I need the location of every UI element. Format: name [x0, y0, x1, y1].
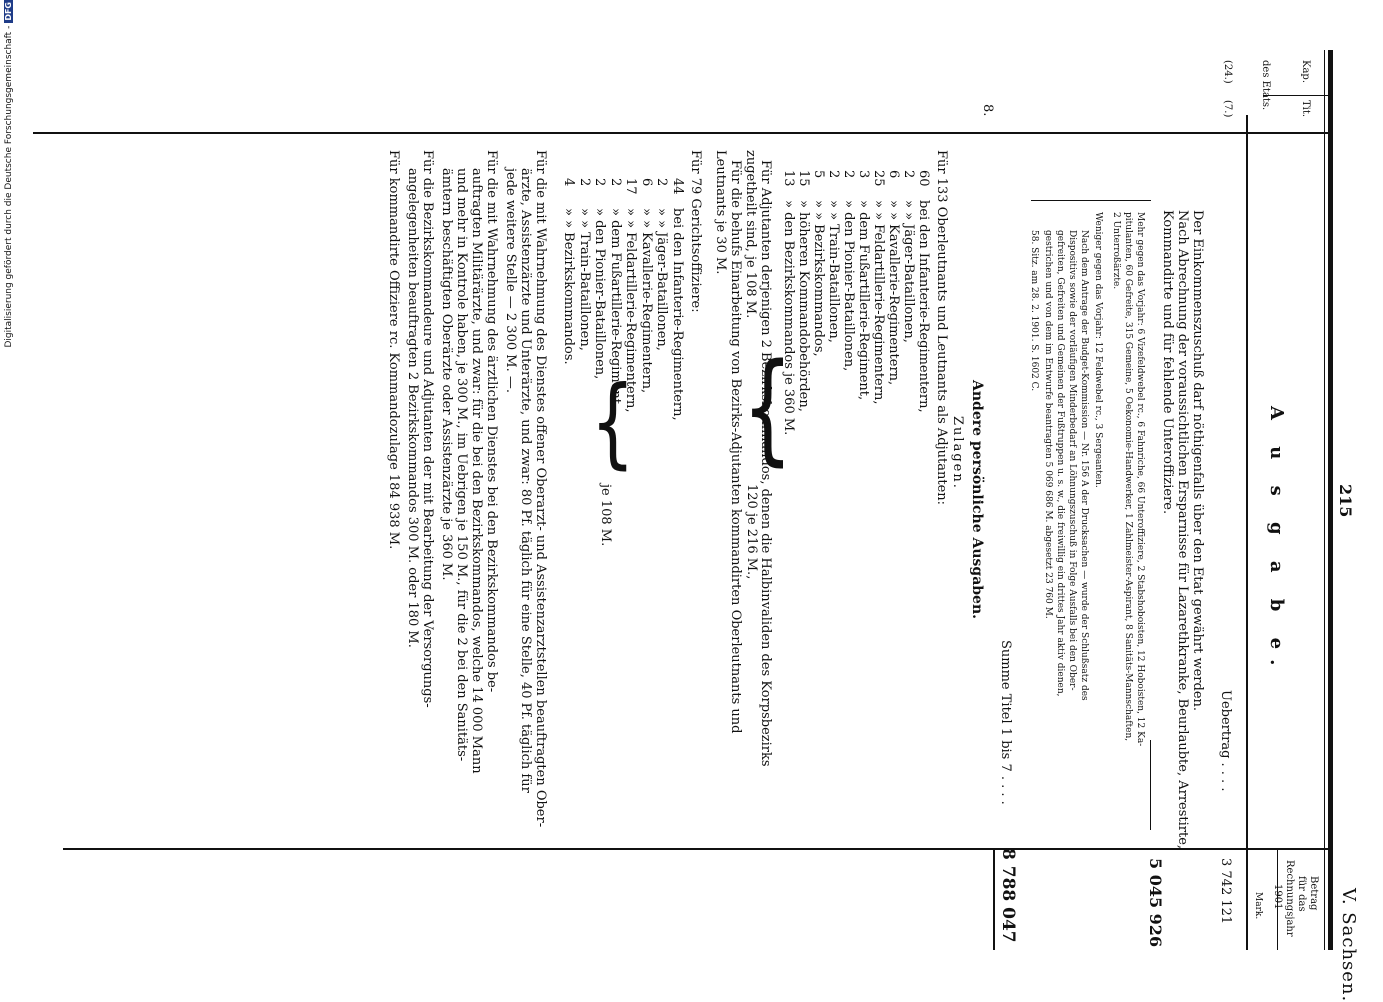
- col-des-etats: des Etats.: [1260, 60, 1271, 111]
- gericht-item-count: 2: [592, 178, 608, 187]
- tit8-intro: Für 133 Oberleutnants und Leutnants als Adjutanten:: [934, 150, 949, 506]
- gericht-item-count: 44: [670, 178, 685, 195]
- tit-ref: (7.): [1222, 100, 1233, 118]
- block1-line-3: Kommandirte und für fehlende Unteroffiziere.: [1160, 210, 1175, 515]
- summe-label: Summe Titel 1 bis 7 . . . .: [998, 640, 1013, 805]
- paragraph-line: Für kommandirte Offiziere rc. Kommandozulage 184 938 M.: [386, 150, 401, 550]
- block1-line-1: Der Einkommenszuschuß darf nöthigenfalls über den Etat gewährt werden.: [1190, 210, 1205, 712]
- gericht-item-text: bei den Infanterie-Regimentern,: [670, 208, 685, 421]
- uebertrag-label: Uebertrag . . . .: [1218, 690, 1233, 792]
- brace-2: }: [590, 373, 635, 488]
- kap-ref: (24.): [1222, 60, 1233, 84]
- gericht-item-count: 2: [654, 178, 670, 187]
- gericht-item-text: » » Bezirkskommandos.: [561, 208, 577, 365]
- adjutant-item-count: 6: [886, 170, 901, 179]
- dfg-logo: DFG: [4, 2, 13, 21]
- weniger-line-3: Dispositivs sowie der vorläufigen Minderbedarf an Löhnungszuschuß in Folge Ausfalls bei den Ober-: [1067, 230, 1077, 691]
- paragraph-line: Für die mit Wahrnehmung des Dienstes offener Oberarzt- und Assistenzarztstellen beauftragten Ober-: [533, 150, 548, 828]
- col-mark: Mark.: [1253, 892, 1263, 920]
- block1-rule: [1150, 740, 1151, 830]
- paragraph-line: Für die mit Wahrnehmung des ärztlichen Dienstes bei den Bezirkskommandos be-: [484, 150, 499, 693]
- paragraph-line: ärzte, Assistenzärzte und Unterärzte, und zwar: 80 Pf. täglich für eine Stelle, 40 Pf. täglich für: [518, 168, 533, 793]
- section-title: A u s g a b e.: [1266, 406, 1287, 676]
- gericht-item-text: » » Feldartillerie-Regimentern,: [623, 208, 639, 413]
- tit8-intro2: Für 79 Gerichtsoffiziere:: [688, 150, 703, 313]
- col-tit: Tit.: [1300, 100, 1311, 118]
- adjutant-item-text: » » Feldartillerie-Regimentern,: [871, 200, 886, 405]
- adjutant-item-count: 15: [796, 170, 811, 187]
- digitization-footer: [4, 0, 18, 1000]
- paragraph-line: ämtern beschäftigten Oberärzte oder Assistenzärzte je 360 M.: [439, 168, 454, 581]
- gericht-item-text: » den Pionier-Bataillonen,: [592, 208, 608, 380]
- col-betrag-1: Betrag: [1308, 876, 1319, 911]
- block1-line-2: Nach Abrechnung der voraussichtlichen Ersparnisse für Lazarethkranke, Beurlaubte, Arrestirte,: [1175, 210, 1190, 850]
- column-divider-left: [33, 132, 1333, 134]
- chapter-title: V. Sachsen.: [1338, 888, 1359, 1002]
- tit8-number: 8.: [980, 104, 995, 117]
- tit8-subheading: Zulagen.: [950, 416, 965, 490]
- adjutant-item-count: 3: [856, 170, 871, 179]
- adjutant-item-count: 60: [916, 170, 931, 187]
- weniger-line-5: gestrichen und von dem im Entwurfe beantragten 5 069 686 M. abgesetzt 23 760 M.: [1043, 230, 1053, 619]
- paragraph-line: jede weitere Stelle — 2 300 M. —.: [503, 168, 518, 393]
- weniger-line-4: gefreiten, Gefreiten und Gemeinen der Fußtruppen u. s. w., die freiwillig ein drittes Jahr aktiv dienen,: [1055, 230, 1065, 697]
- adjutant-item-text: » » Jäger-Bataillonen,: [901, 200, 916, 343]
- adjutant-item-count: 25: [871, 170, 886, 187]
- brace-1-label: 120 je 216 M.,: [744, 484, 759, 580]
- adjutant-item-count: 2: [841, 170, 856, 179]
- paragraph-line: angelegenheiten beauftragten 2 Bezirkskommandos 300 M. oder 180 M.: [405, 168, 420, 648]
- adjutant-item-count: 2: [826, 170, 841, 179]
- column-divider-kap: [1263, 95, 1333, 96]
- summe-rule: [993, 850, 995, 950]
- gericht-item-text: » dem Fußartillerie-Regiment,: [608, 208, 623, 409]
- gericht-item-count: 4: [561, 178, 577, 187]
- col-kap: Kap.: [1300, 60, 1311, 84]
- notes-bracket: [1031, 200, 1151, 201]
- gericht-item-text: » » Jäger-Bataillonen,: [654, 208, 670, 351]
- header-divider: [1246, 115, 1248, 950]
- page-number: 215: [1336, 484, 1355, 518]
- adjutant-item-text: » höheren Kommandobehörden,: [796, 200, 811, 412]
- adjutant-item-text: » dem Fußartillerie-Regiment,: [856, 200, 871, 401]
- paragraph-line: auftragten Militärärzte, und zwar: für die bei den Bezirkskommandos, welche 14 000 Mann: [469, 168, 484, 774]
- paragraph-line: und mehr in Kontrole haben, je 300 M., im Uebrigen je 150 M., für die 2 bei den Sanitäts-: [454, 168, 469, 762]
- digitization-text: Digitalisierung gefördert durch die Deutsche Forschungsgemeinschaft -: [4, 25, 14, 348]
- block1-amount: 5 045 926: [1146, 858, 1165, 948]
- gericht-item-text: » » Train-Bataillonen,: [577, 208, 592, 351]
- gericht-item-count: 2: [577, 178, 592, 187]
- tit8-heading: Andere persönliche Ausgaben.: [969, 380, 985, 620]
- uebertrag-amount: 3 742 121: [1218, 858, 1233, 925]
- zugetheilt-line-2: zugetheilt sind, je 108 M.: [743, 150, 758, 319]
- column-divider-right: [63, 848, 1333, 850]
- adjutant-item-count: 5: [811, 170, 826, 179]
- adjutant-item-count: 13: [781, 170, 796, 187]
- adjutant-item-text: » » Train-Bataillonen,: [826, 200, 841, 343]
- adjutant-item-text: » » Kavallerie-Regimentern,: [886, 200, 901, 386]
- gericht-item-text: » » Kavallerie-Regimentern,: [639, 208, 654, 394]
- mehr-line-3: 2 Unterroßärzte.: [1111, 212, 1121, 290]
- zugetheilt-line-4: Leutnants je 30 M.: [713, 150, 728, 275]
- table-top-border-thin: [1324, 50, 1325, 950]
- gericht-item-count: 2: [608, 178, 623, 187]
- zugetheilt-line-3: Für die behufs Einarbeitung von Bezirks-Adjutanten kommandirten Oberleutnants und: [728, 160, 743, 734]
- adjutant-item-count: 2: [901, 170, 916, 179]
- adjutant-item-text: » den Bezirkskommandos je 360 M.: [781, 200, 796, 436]
- brace-2-label: je 108 M.: [598, 484, 613, 547]
- paragraph-line: Für die Bezirkskommandeure und Adjutanten der mit Bearbeitung der Versorgungs-: [420, 150, 435, 708]
- gericht-item-count: 17: [623, 178, 639, 195]
- table-top-border: [1328, 50, 1333, 950]
- weniger-line-1: Weniger gegen das Vorjahr: 12 Feldwebel rc., 3 Sergeanten.: [1093, 212, 1103, 488]
- col-betrag-2: für das: [1296, 876, 1307, 912]
- brace-1: }: [742, 348, 793, 488]
- col-betrag-3: Rechnungsjahr: [1284, 860, 1295, 937]
- col-betrag-4: 1901: [1272, 884, 1283, 910]
- gericht-item-count: 6: [639, 178, 654, 187]
- adjutant-item-text: » den Pionier-Bataillonen,: [841, 200, 856, 372]
- adjutant-item-text: » » Bezirkskommandos,: [811, 200, 826, 357]
- summe-amount: 8 788 047: [998, 848, 1018, 943]
- weniger-line-2: Nach dem Antrage der Budget-Kommission — Nr. 156 A der Drucksachen — wurde der Schlußsatz des: [1079, 230, 1089, 701]
- mehr-line-1: Mehr gegen das Vorjahr: 6 Vizefeldwebel rc., 6 Fahnriche, 66 Unteroffiziere, 2 Stabshoboisten, 12 Hoboisten, 12 Ka-: [1135, 212, 1145, 747]
- weniger-line-6: 58. Sitz. am 28. 2. 1901. S. 1602 C.: [1029, 230, 1039, 392]
- zugetheilt-line-1: Für Adjutanten derjenigen 2 Bezirkskommandos, denen die Halbinvaliden des Korpsbezirks: [758, 160, 773, 767]
- mehr-line-2: pitulanten, 60 Gefreite, 315 Gemeine, 5 Oekonomie-Handwerker, 1 Zahlmeister-Aspirant, 8 Sanitäts-Mannschaften,: [1123, 212, 1133, 742]
- adjutant-item-text: bei den Infanterie-Regimentern,: [916, 200, 931, 413]
